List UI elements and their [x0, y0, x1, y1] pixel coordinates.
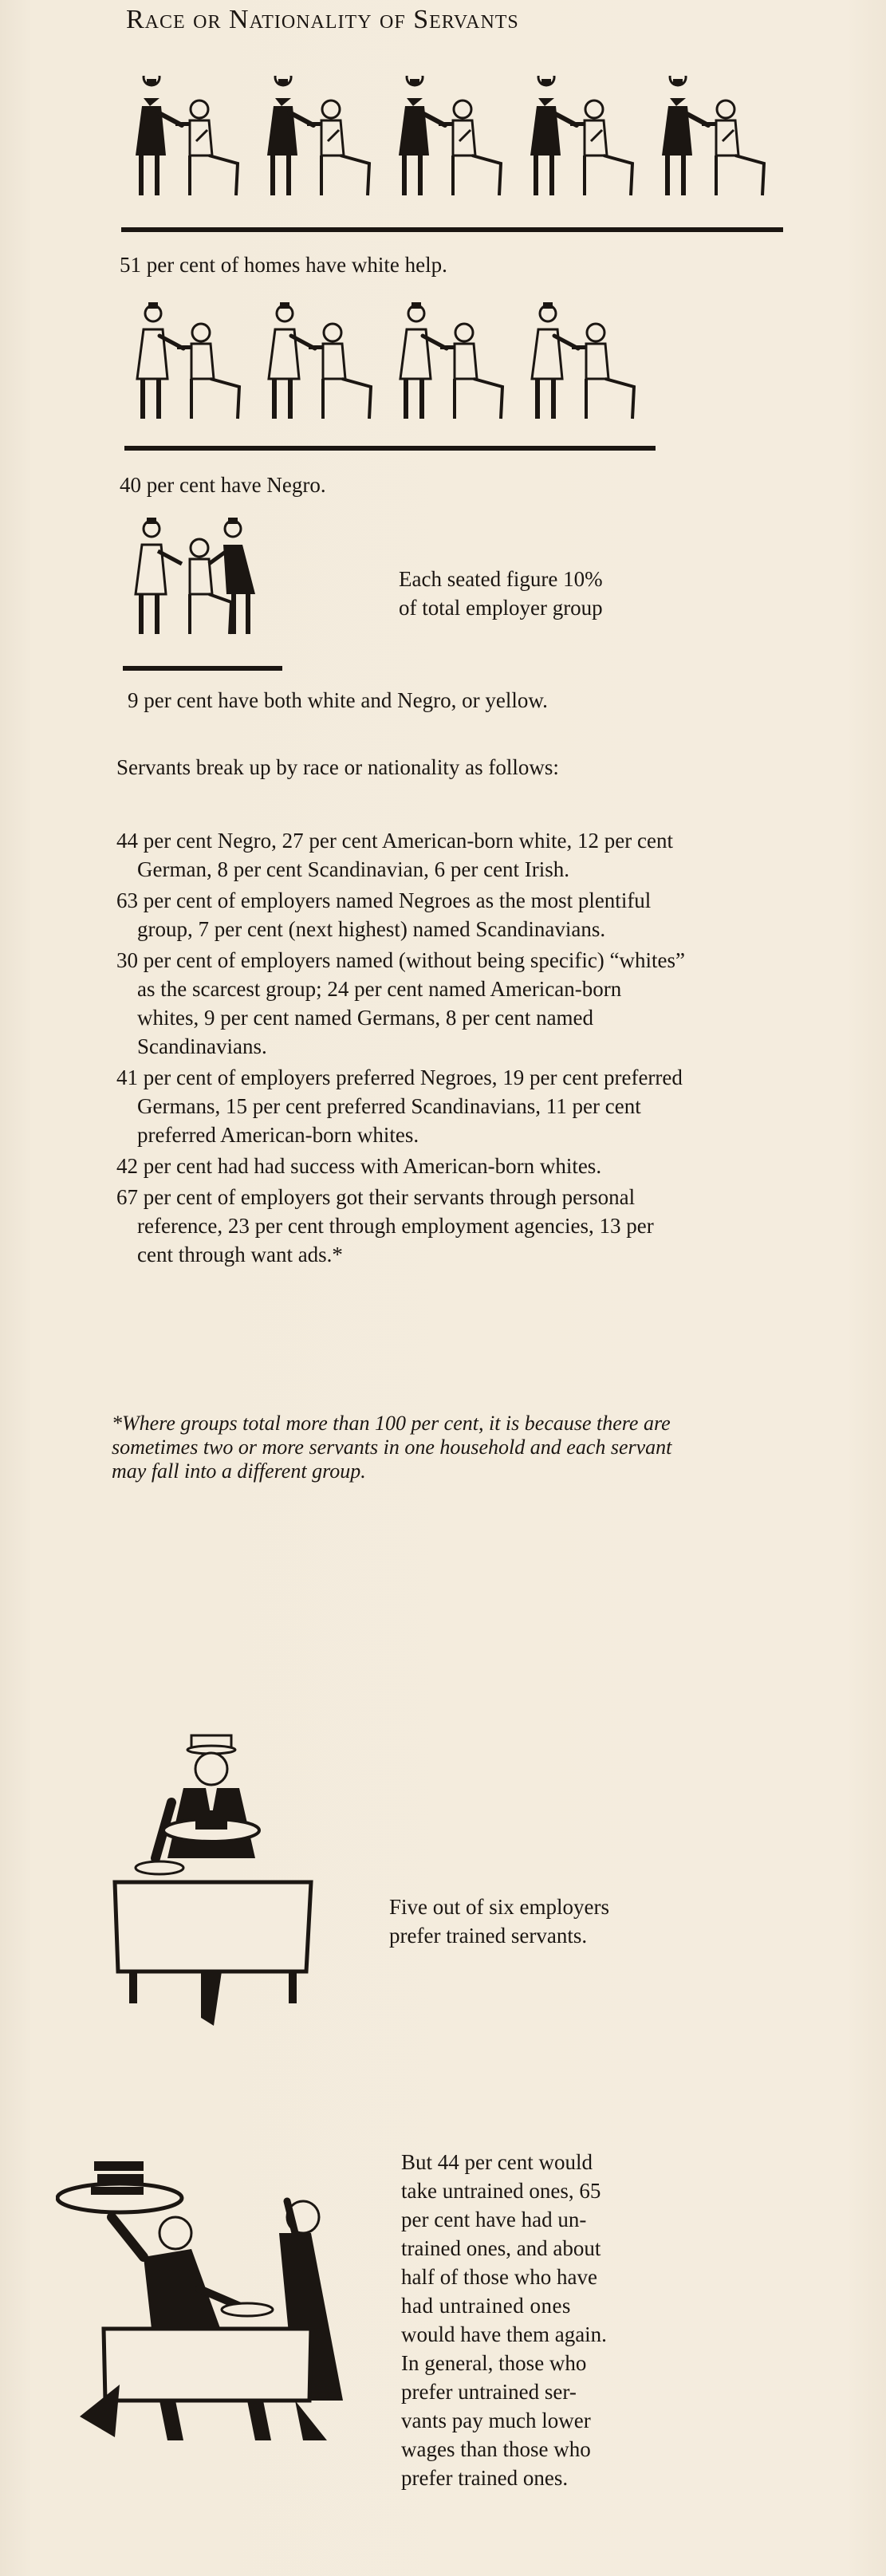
list-item: 42 per cent had had success with American-born whites.: [116, 1154, 602, 1178]
untrained-line: half of those who have: [401, 2265, 597, 2289]
footnote: *Where groups total more than 100 per cent, it is because there are sometimes two or more servants in one household and each servant may fall into a different group.: [112, 1412, 672, 1483]
list-item: 44 per cent Negro, 27 per cent American-born white, 12 per cent German, 8 per cent Scandinavian, 6 per cent Irish.: [116, 829, 673, 881]
untrained-line: had untrained ones: [401, 2294, 571, 2318]
negro-help-caption: 40 per cent have Negro.: [120, 473, 326, 497]
untrained-line: take untrained ones, 65: [401, 2179, 601, 2203]
untrained-line: wages than those who: [401, 2437, 591, 2461]
breakdown-list: [116, 826, 687, 1271]
untrained-line: trained ones, and about: [401, 2236, 601, 2260]
list-item: 63 per cent of employers named Negroes as the most plentiful group, 7 per cent (next highest) named Scandinavians.: [116, 888, 652, 941]
white-help-pictogram-row: [120, 76, 790, 243]
trained-text: [389, 1893, 609, 1950]
clumsy-waiter-icon: [56, 2145, 359, 2448]
trained-line-2: prefer trained servants.: [389, 1924, 588, 1948]
legend-line-1: Each seated figure 10%: [399, 567, 603, 591]
pictogram-legend: [399, 565, 603, 622]
untrained-line: vants pay much lower: [401, 2409, 591, 2432]
untrained-line: would have them again.: [401, 2322, 607, 2346]
untrained-line: In general, those who: [401, 2351, 587, 2375]
waiter-with-cake-icon: [112, 1731, 319, 2034]
breakdown-intro: Servants break up by race or nationality as follows:: [116, 755, 559, 779]
untrained-text: [401, 2148, 607, 2492]
list-item: 30 per cent of employers named (without being specific) “whites” as the scarcest group; 24 per cent named American-born whites, 9 per cent named Germans, 8 per cent named Scandinavians.: [116, 948, 686, 1058]
page-heading: Race or Nationality of Servants: [126, 5, 519, 34]
white-help-caption: 51 per cent of homes have white help.: [120, 253, 447, 277]
untrained-line: prefer untrained ser-: [401, 2380, 577, 2404]
both-help-caption: 9 per cent have both white and Negro, or yellow.: [128, 688, 548, 712]
both-help-pictogram: [120, 514, 295, 682]
list-item: 67 per cent of employers got their servants through personal reference, 23 per cent through employment agencies, 13 per cent through want ads.*: [116, 1185, 654, 1266]
list-item: 41 per cent of employers preferred Negroes, 19 per cent preferred Germans, 15 per cent preferred Scandinavians, 11 per cent preferred American-born whites.: [116, 1065, 683, 1147]
trained-line-1: Five out of six employers: [389, 1895, 609, 1919]
legend-line-2: of total employer group: [399, 596, 603, 620]
untrained-line: prefer trained ones.: [401, 2466, 569, 2490]
negro-help-pictogram-row: [121, 299, 671, 467]
untrained-line: per cent have had un-: [401, 2208, 587, 2231]
untrained-line: But 44 per cent would: [401, 2150, 593, 2174]
